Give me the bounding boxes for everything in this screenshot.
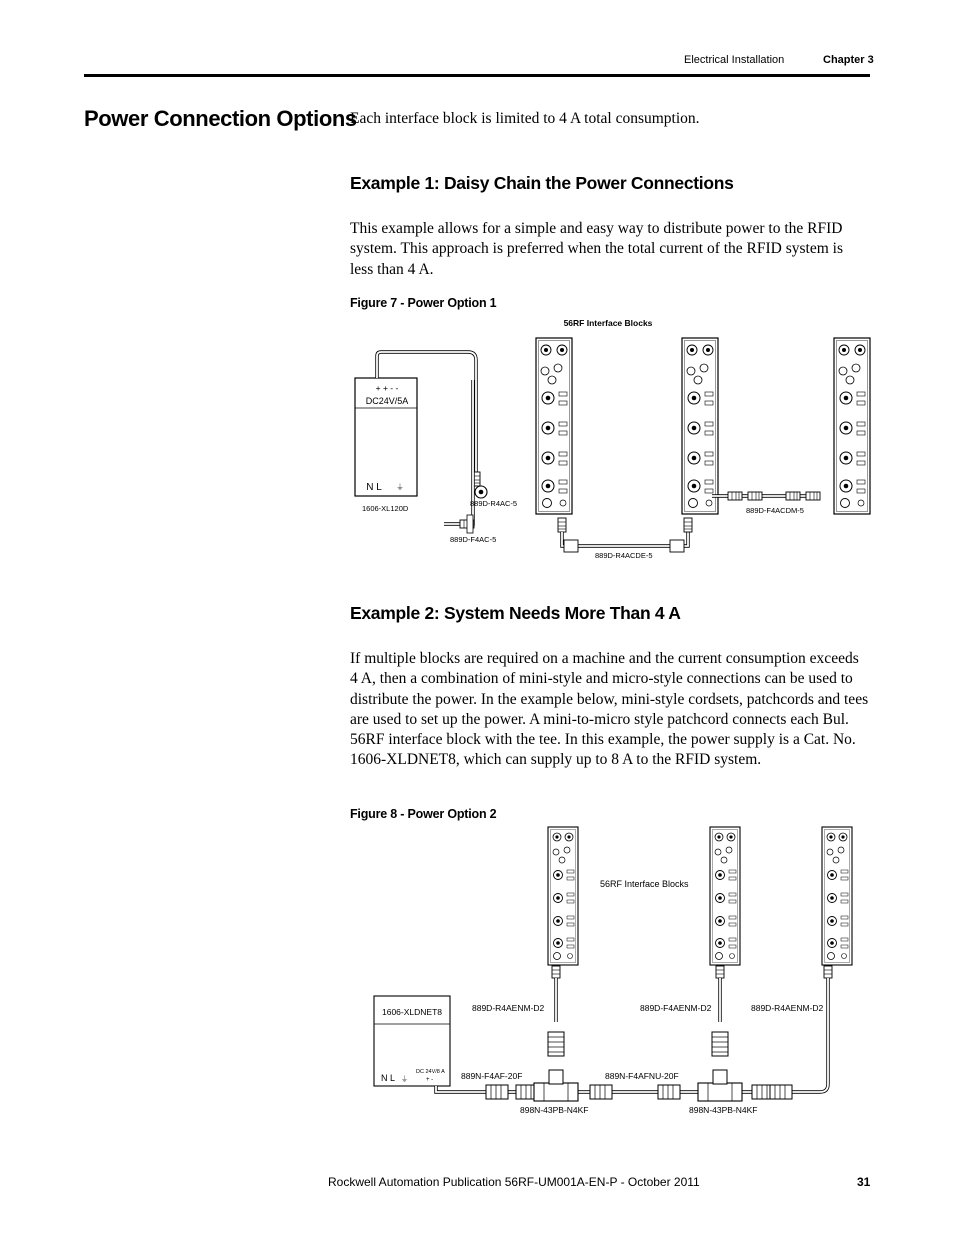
fig7-psu-rating: DC24V/5A	[365, 396, 409, 406]
fig7-cable-d: 889D-F4ACDM-5	[746, 506, 804, 515]
fig7-interface-block-2	[682, 338, 718, 514]
running-header-chapter: Chapter 3	[823, 54, 874, 66]
figure8-caption: Figure 8 - Power Option 2	[350, 807, 497, 821]
fig8-drop-2: 889D-F4AENM-D2	[640, 1003, 712, 1013]
running-header-section: Electrical Installation	[684, 54, 785, 66]
page-number: 31	[857, 1175, 871, 1189]
fig8-interface-block-2	[710, 827, 740, 965]
fig7-psu-nl: N L	[366, 482, 382, 493]
fig8-tee-1	[534, 1070, 578, 1101]
fig8-trunk-2: 889N-F4AFNU-20F	[605, 1071, 679, 1081]
fig8-drop-3: 889D-R4AENM-D2	[751, 1003, 824, 1013]
fig8-tee-1-label: 898N-43PB-N4KF	[520, 1105, 589, 1115]
fig7-interface-block-3	[834, 338, 870, 514]
fig8-interface-block-3	[822, 827, 852, 965]
footer-publication: Rockwell Automation Publication 56RF-UM001A-EN-P - October 2011	[328, 1175, 700, 1189]
fig8-tee-2-label: 898N-43PB-N4KF	[689, 1105, 758, 1115]
fig7-cable-c: 889D-R4ACDE-5	[595, 551, 653, 560]
fig7-psu-model: 1606-XL120D	[362, 504, 409, 513]
figure7-caption: Figure 7 - Power Option 1	[350, 296, 497, 310]
fig7-power-supply	[355, 378, 417, 496]
example2-body: If multiple blocks are required on a machine and the current consumption exceeds 4 A, then a combination of mini-style and micro-style connections can be used to distribute the power. In the example below, mini-style cordsets, patchcords and tees are used to set up the power. A mini-to-micro style patchcord connects each Bul. 56RF interface block with the tee. In this example, the power supply is a Cat. No. 1606-XLDNET8, which can supply up to 8 A to the RFID system.	[350, 650, 869, 769]
fig7-cable-b: 889D-F4AC-5	[450, 535, 497, 544]
fig8-trunk-1: 889N-F4AF-20F	[461, 1071, 523, 1081]
example2-title: Example 2: System Needs More Than 4 A	[350, 603, 681, 623]
fig7-cable-a: 889D-R4AC-5	[470, 499, 518, 508]
fig8-tee-2	[698, 1070, 742, 1101]
fig8-blocks-label: 56RF Interface Blocks	[600, 879, 689, 889]
ground-icon: ⏚	[401, 1076, 408, 1083]
fig8-psu-terminals: + -	[426, 1077, 434, 1083]
example1-title: Example 1: Daisy Chain the Power Connections	[350, 173, 734, 193]
fig7-interface-block-1	[536, 338, 572, 514]
figure8-diagram	[340, 822, 880, 1122]
fig8-psu-model: 1606-XLDNET8	[381, 1007, 443, 1017]
intro-text: Each interface block is limited to 4 A total consumption.	[350, 110, 700, 127]
fig8-interface-block-1	[548, 827, 578, 965]
fig7-blocks-label: 56RF Interface Blocks	[563, 318, 653, 328]
fig7-psu-terminals: + + - -	[375, 383, 399, 393]
fig8-drop-1: 889D-R4AENM-D2	[472, 1003, 545, 1013]
figure7-diagram	[340, 312, 880, 570]
header-rule	[84, 74, 870, 77]
ground-icon: ⏚	[396, 483, 404, 492]
example1-body: This example allows for a simple and easy way to distribute power to the RFID system. This approach is preferred when the total current of the RFID system is less than 4 A.	[350, 220, 844, 278]
section-title: Power Connection Options	[84, 106, 357, 131]
fig8-power-supply	[374, 996, 450, 1086]
fig8-psu-nl: N L	[380, 1073, 396, 1083]
fig8-psu-rating: DC 24V/8 A	[416, 1069, 445, 1075]
